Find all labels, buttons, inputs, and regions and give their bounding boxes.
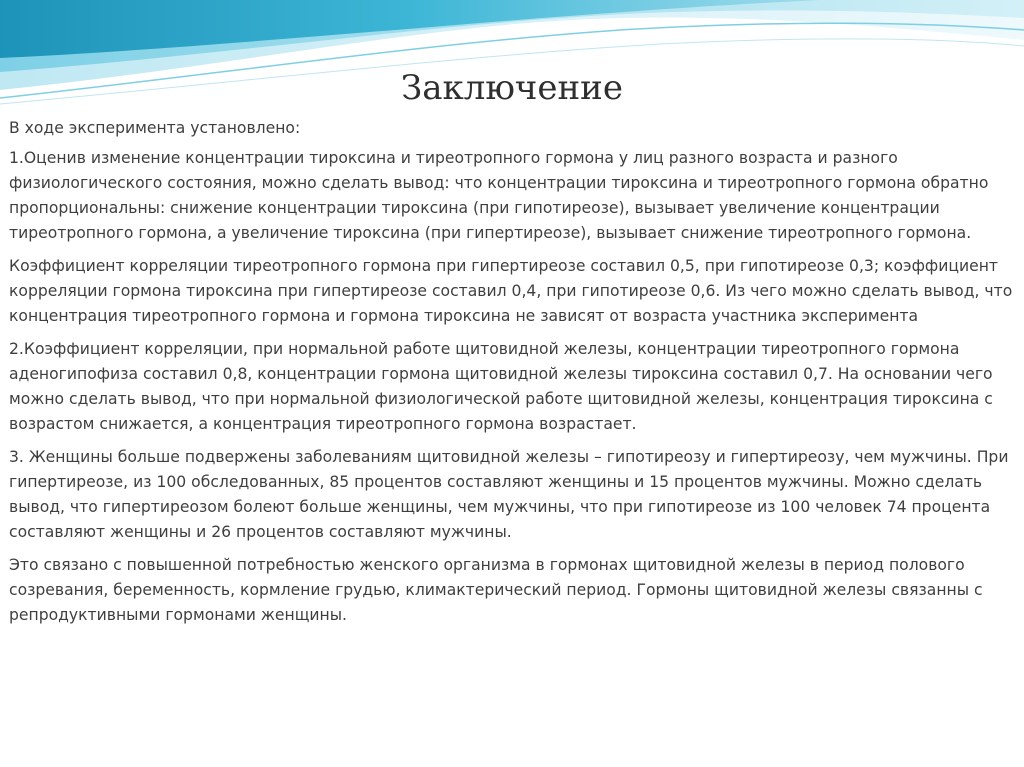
paragraph-2: Коэффициент корреляции тиреотропного гормона при гипертиреозе составил 0,5, при гипотиреозе 0,3; коэффициент корреляции гормона тироксина при гипертиреозе составил 0,4, при гипотиреозе 0,6. Из чего можно сделать вывод, что концентрация тиреотропного гормона и гормона тироксина не зависят от возраста участника эксперимента (9, 257, 1013, 325)
paragraph-1: 1.Оценив изменение концентрации тироксина и тиреотропного гормона у лиц разного возраста и разного физиологического состояния, можно сделать вывод: что концентрации тироксина и тиреотропного гормона обратно пропорциональны: снижение концентрации тироксина (при гипотиреозе), вызывает увеличение концентрации тиреотропного гормона, а увеличение тироксина (при гипертиреозе), вызывает снижение тиреотропного гормона. (9, 149, 989, 242)
intro-text: В ходе эксперимента установлено: (9, 119, 301, 137)
paragraph-3: 2.Коэффициент корреляции, при нормальной работе щитовидной железы, концентрации тиреотропного гормона аденогипофиза составил 0,8, концентрации гормона щитовидной железы тироксина составил 0,7. На основании чего можно сделать вывод, что при нормальной физиологической работе щитовидной железы, концентрация тироксина с возрастом снижается, а концентрация тиреотропного гормона возрастает. (9, 340, 993, 433)
slide-body (9, 116, 1019, 636)
paragraph-5: Это связано с повышенной потребностью женского организма в гормонах щитовидной железы в период полового созревания, беременность, кормление грудью, климактерический период. Гормоны щитовидной железы связанны с репродуктивными гормонами женщины. (9, 556, 983, 624)
paragraph-4: 3. Женщины больше подвержены заболеваниям щитовидной железы – гипотиреозу и гипертиреозу, чем мужчины. При гипертиреозе, из 100 обследованных, 85 процентов составляют женщины и 15 процентов мужчины. Можно сделать вывод, что гипертиреозом болеют больше женщины, чем мужчины, что при гипотиреозе из 100 человек 74 процента составляют женщины и 26 процентов составляют мужчины. (9, 448, 1009, 541)
slide-title: Заключение (401, 68, 623, 108)
